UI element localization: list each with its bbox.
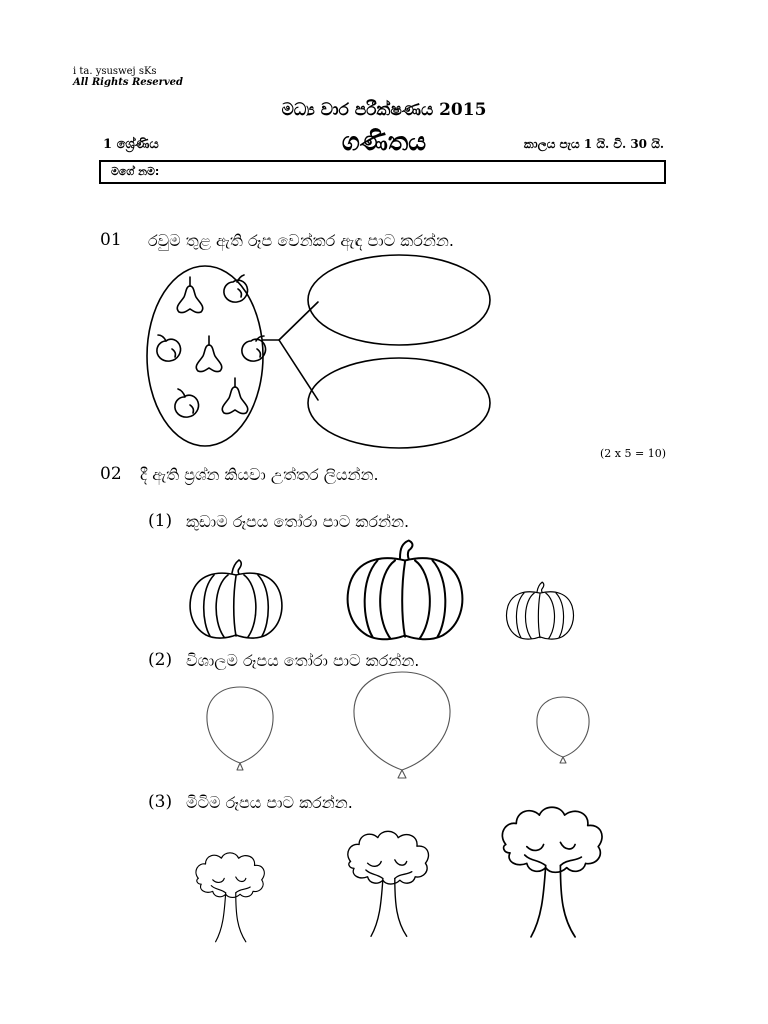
question-2-text: දී ඇති ප්‍රශ්න කියවා උත්තර ලියන්න. <box>140 465 379 484</box>
time-allowed: කාලය පැය 1 යි. වි. 30 යි. <box>523 137 664 151</box>
all-rights-reserved: All Rights Reserved <box>73 77 184 88</box>
question-1-text: රවුම තුළ ඇති රූප වෙන්කර ඇඳ පාට කරන්න. <box>148 231 454 250</box>
name-label: මගේ නම: <box>111 165 160 178</box>
subquestion-1-number: (1) <box>148 511 173 531</box>
exam-title: මධ්‍ය වාර පරීක්ෂණය 2015 <box>281 100 487 120</box>
subquestion-3-text: මිටිම රූපය පාට කරන්න. <box>186 793 353 812</box>
copyright-line: i ta. ysuswej sKs <box>73 66 157 77</box>
subquestion-2-text: විශාලම රූපය තෝරා පාට කරන්න. <box>186 651 420 670</box>
subquestion-2-number: (2) <box>148 650 173 670</box>
subquestion-1-text: කුඩාම රූපය තෝරා පාට කරන්න. <box>186 512 410 531</box>
tree-tall-icon[interactable] <box>502 807 602 937</box>
marks-allocation: (2 x 5 = 10) <box>600 447 666 460</box>
question-2-number: 02 <box>100 464 122 484</box>
subject-title: ගණිතය <box>341 127 427 156</box>
tree-medium-icon[interactable] <box>348 831 429 936</box>
grade-label: 1 ශ්‍රේණිය <box>103 137 159 152</box>
question-1-number: 01 <box>100 230 122 250</box>
subquestion-3-number: (3) <box>148 792 173 812</box>
tree-short-icon[interactable] <box>196 853 264 942</box>
